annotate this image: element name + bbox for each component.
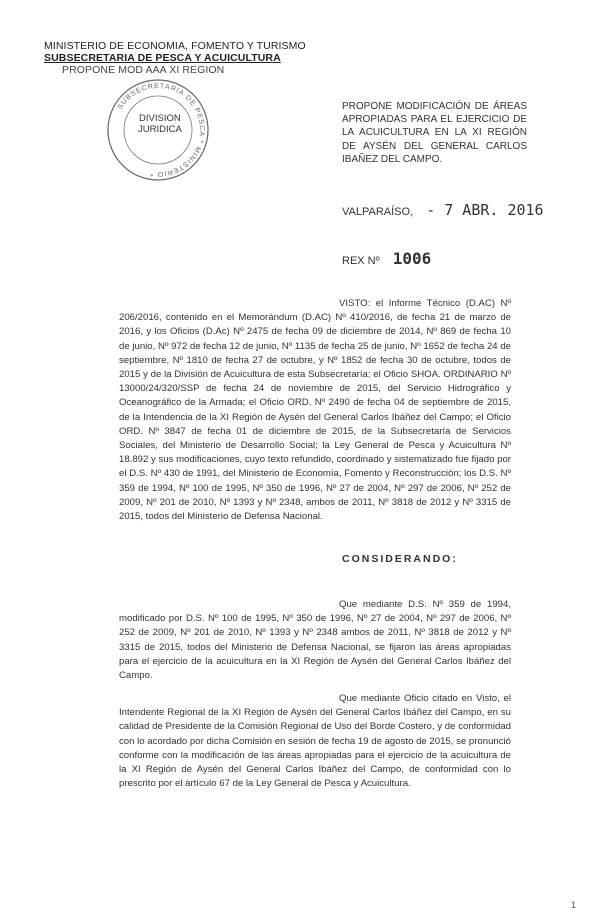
resolution-number	[342, 249, 431, 268]
reference-code: PROPONE MOD AAA XI REGION	[62, 64, 225, 76]
subsecretaria-name: SUBSECRETARIA DE PESCA Y ACUICULTURA	[44, 52, 281, 64]
ministry-name: MINISTERIO DE ECONOMIA, FOMENTO Y TURISMO	[44, 40, 306, 52]
dateline-date: - 7 ABR. 2016	[426, 201, 544, 219]
considerando-paragraph-2: Que mediante Oficio citado en Visto, el Intendente Regional de la XI Región de Aysén del General Carlos Ibáñez del Campo, en su calidad de Presidente de la Comisión Regional de Uso del Borde Costero, y de conformidad con lo acordado por dicha Comisión en sesión de fecha 19 de agosto de 2015, se pronunció conforme con la modificación de las áreas apropiadas para el ejercicio de la acuicultura de la XI Región de Aysén del General Carlos Ibáñez del Campo, de conformidad con lo prescrito por el artículo 67 de la Ley General de Pesca y Acuicultura.	[119, 693, 512, 790]
visto-paragraph: VISTO: el Informe Técnico (D.AC) Nº 206/2016, contenido en el Memorándum (D.AC) Nº 410/2016, de fecha 21 de marzo de 2016, y los Oficios (D.Ac) Nº 2475 de fecha 09 de diciembre de 2014, Nº 869 de fecha 10 de junio, Nº 972 de fecha 12 de junio, Nº 1135 de fecha 25 de junio, Nº 1652 de fecha 24 de septiembre, Nº 1810 de fecha 27 de octubre, y Nº 1852 de fecha 30 de octubre, todos de 2015 y de la División de Acuicultura de esta Subsecretaría; el Oficio SHOA. ORDINARIO Nº 13000/24/320/SSP de fecha 24 de noviembre de 2015, del Servicio Hidrográfico y Oceanográfico de la Armada; el Oficio ORD. Nº 2490 de fecha 04 de septiembre de 2015, de la Intendencia de la XI Región de Aysén del General Carlos Ibáñez del Campo; el Oficio ORD. Nº 3847 de fecha 01 de diciembre de 2015, de la Subsecretaría de Servicios Sociales, del Ministerio de Desarrollo Social; la Ley General de Pesca y Acuicultura Nº 18.892 y sus modificaciones, cuyo texto refundido, coordinado y sistematizado fue fijado por el D.S. Nº 430 de 1991, del Ministerio de Economía, Fomento y Reconstrucción; los D.S. Nº 359 de 1994, Nº 100 de 1995, Nº 350 de 1996, Nº 27 de 2004, Nº 297 de 2006, Nº 252 de 2009, Nº 201 de 2010, Nº 1393 y Nº 2348, ambos de 2011, Nº 3818 de 2012 y Nº 3315 de 2015, todos del Ministerio de Defensa Nacional.	[119, 298, 511, 523]
considerando-heading: CONSIDERANDO:	[342, 553, 458, 565]
dateline	[342, 201, 544, 219]
rex-number: 1006	[392, 249, 432, 268]
seal-ring-text: SUBSECRETARIA DE PESCA * MINISTERIO *	[116, 82, 206, 178]
rex-label: REX Nº	[342, 255, 380, 267]
seal-line-juridica: JURIDICA	[138, 124, 182, 135]
seal-line-division: DIVISION	[139, 113, 181, 124]
dateline-place: VALPARAÍSO,	[342, 206, 414, 218]
page-number: 1	[571, 900, 577, 910]
seal-division-label	[138, 113, 182, 135]
letterhead	[44, 40, 306, 76]
considerando-paragraph-1: Que mediante D.S. Nº 359 de 1994, modificado por D.S. Nº 100 de 1995, Nº 350 de 1996, Nº 27 de 2004, Nº 297 de 2006, Nº 252 de 2009, Nº 201 de 2010, Nº 1393 y Nº 2348 ambos de 2011, Nº 3818 de 2012 y Nº 3315 de 2015, todos del Ministerio de Defensa Nacional, se fijaron las áreas apropiadas para el ejercicio de la acuicultura en la XI Región de Aysén del General Carlos Ibáñez del Campo.	[119, 599, 511, 682]
document-subject: PROPONE MODIFICACIÓN DE ÁREAS APROPIADAS PARA EL EJERCICIO DE LA ACUICULTURA EN LA XI REGIÓN DE AYSÉN DEL GENERAL CARLOS IBAÑEZ DEL CAMPO.	[342, 101, 527, 165]
